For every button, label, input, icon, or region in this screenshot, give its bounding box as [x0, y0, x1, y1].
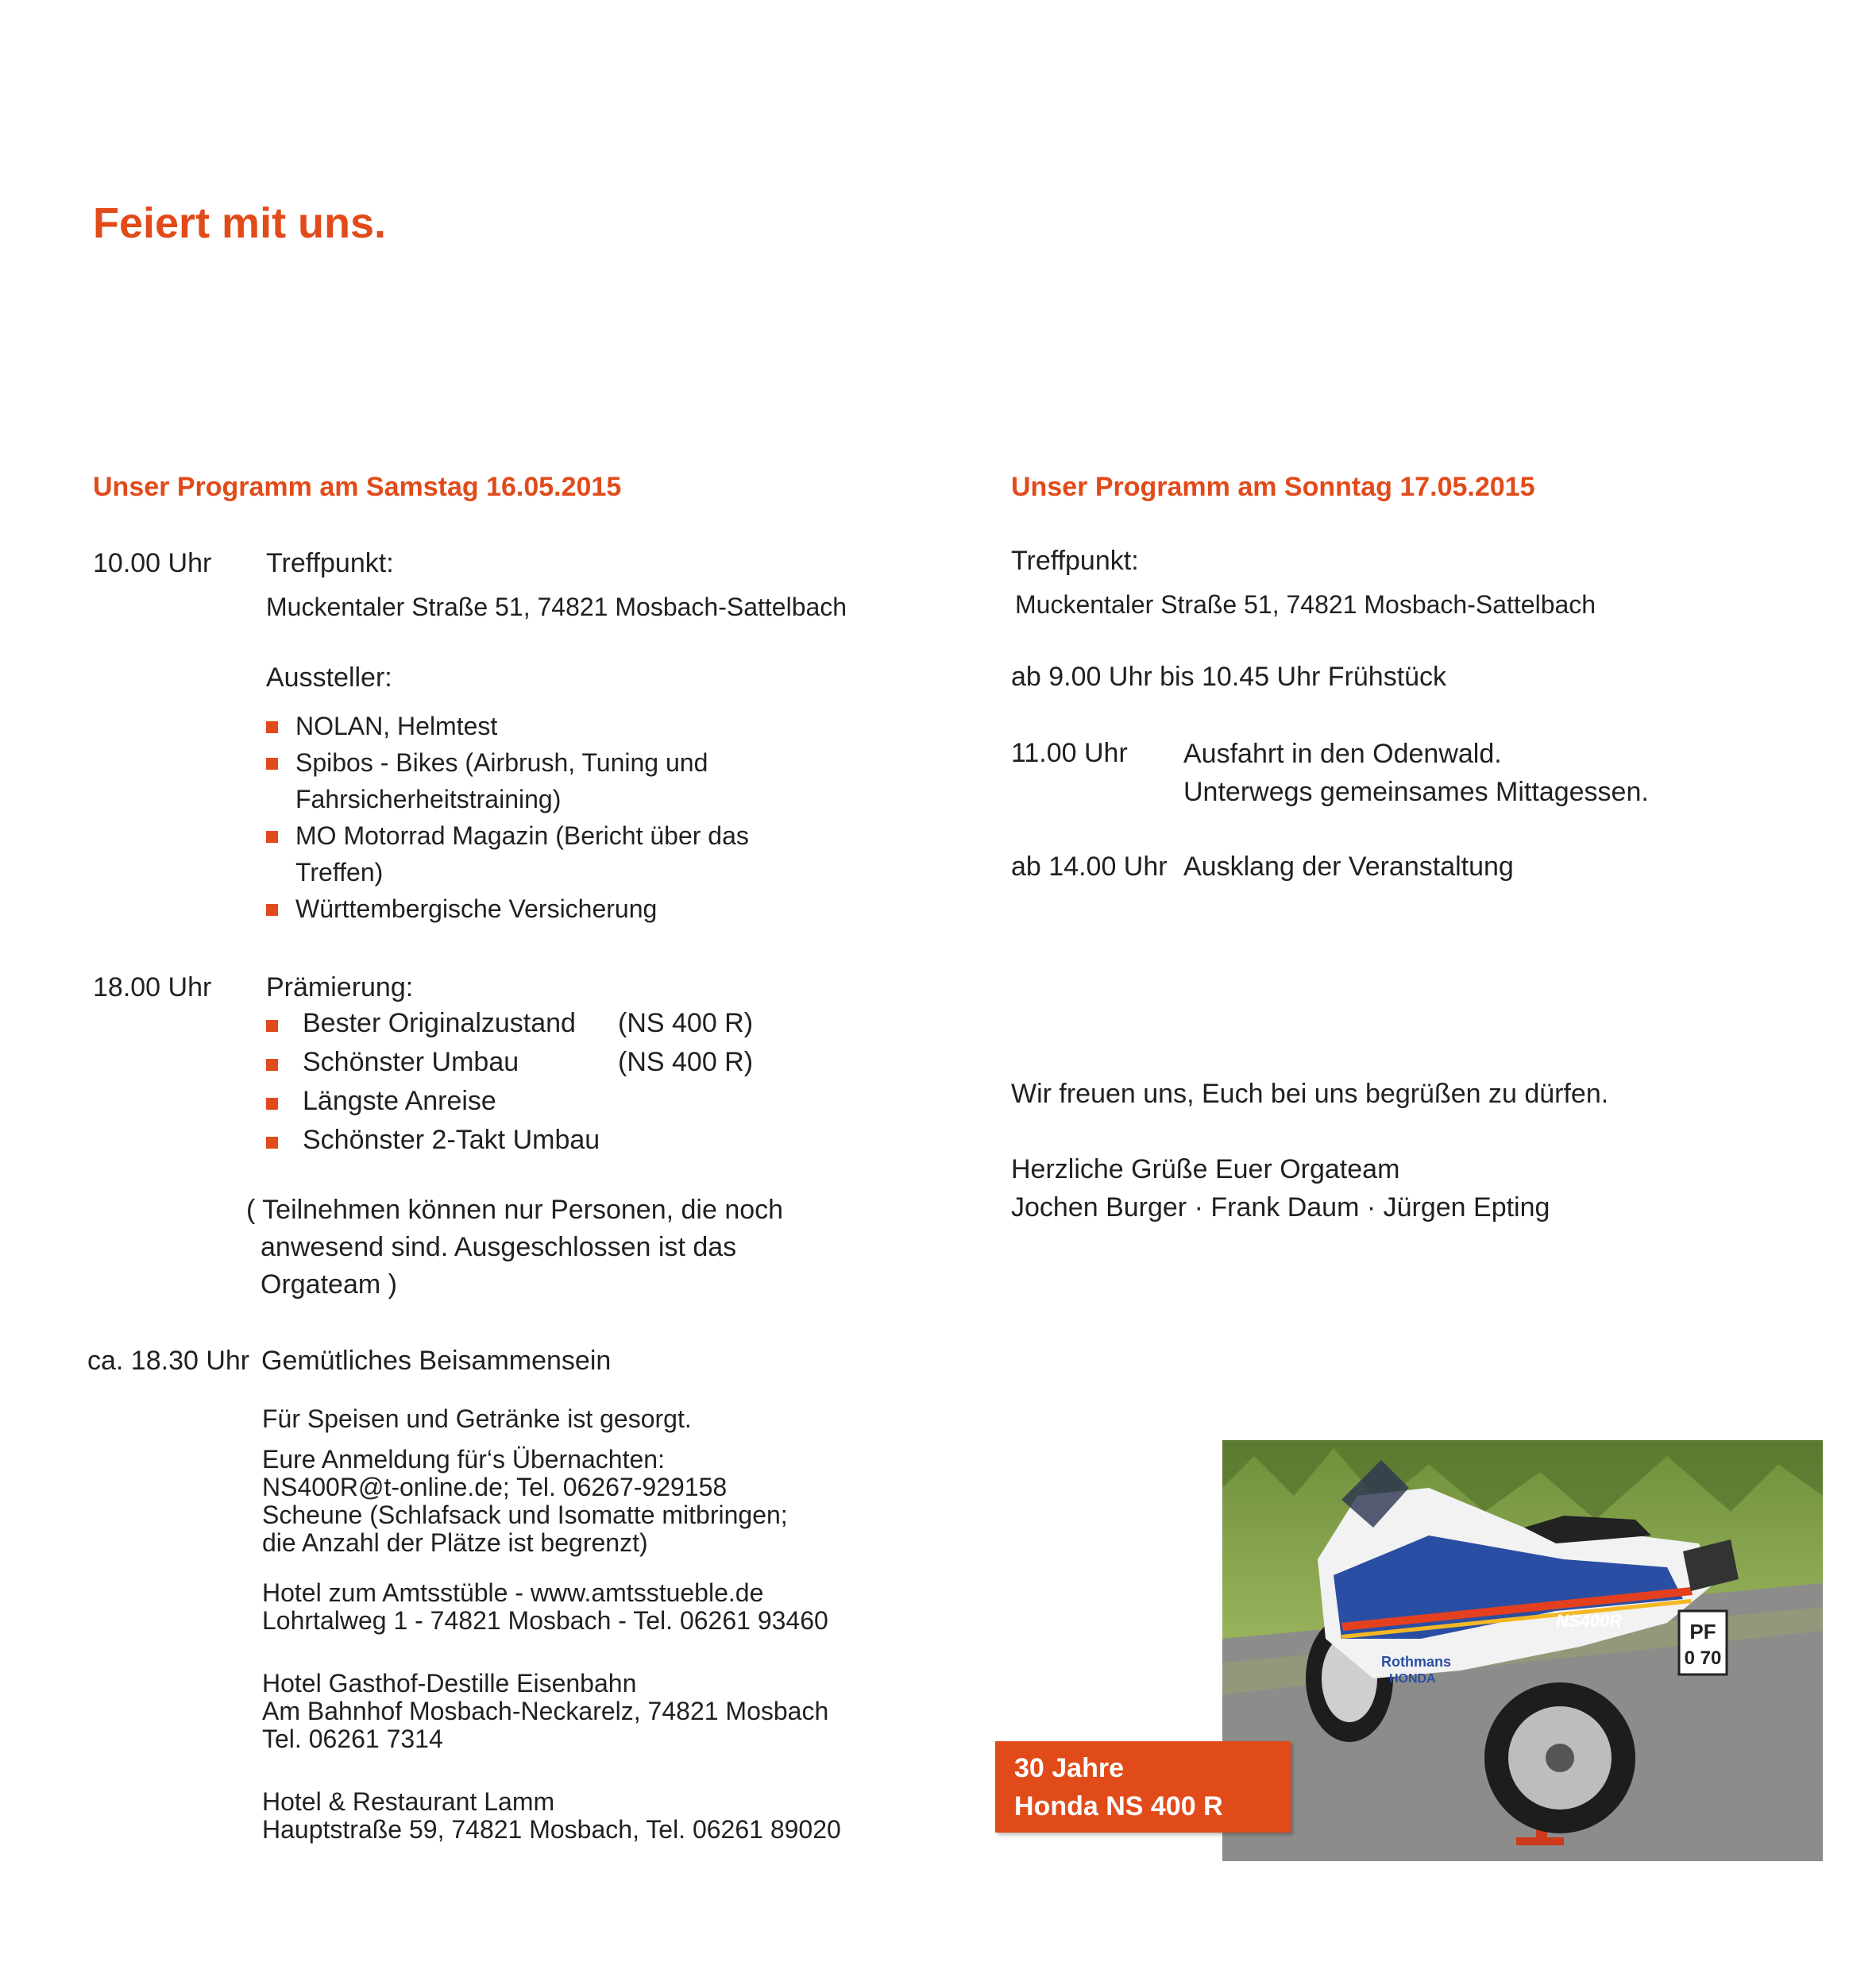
saturday-time-1: 10.00 Uhr: [93, 548, 212, 578]
exhibitors-list: [266, 708, 749, 927]
hotel-block: Hotel zum Amtsstüble - www.amtsstueble.de Lohrtalweg 1 - 74821 Mosbach - Tel. 06261 93460: [262, 1578, 828, 1635]
saturday-title: Unser Programm am Samstag 16.05.2015: [93, 472, 622, 502]
bullet-square-icon: [266, 1059, 278, 1071]
signature: Herzliche Grüße Euer Orgateam Jochen Burger · Frank Daum · Jürgen Epting: [1011, 1154, 1550, 1223]
breakfast-text: ab 9.00 Uhr bis 10.45 Uhr Frühstück: [1011, 662, 1447, 692]
hotel-block: Hotel & Restaurant Lamm Hauptstraße 59, 74821 Mosbach, Tel. 06261 89020: [262, 1787, 841, 1844]
sunday-time-1: 11.00 Uhr: [1011, 738, 1128, 768]
hotel-block: Hotel Gasthof-Destille Eisenbahn Am Bahnhof Mosbach-Neckarelz, 74821 Mosbach Tel. 06261 7314: [262, 1669, 829, 1753]
list-item: Württembergische Versicherung: [266, 890, 749, 927]
motorcycle-image: [1222, 1440, 1823, 1861]
motorcycle-photo: [1222, 1440, 1823, 1861]
bullet-square-icon: [266, 721, 278, 733]
page-headline: Feiert mit uns.: [93, 199, 387, 247]
svg-text:PF: PF: [1689, 1620, 1716, 1644]
catering-note: Für Speisen und Getränke ist gesorgt.: [262, 1404, 692, 1433]
ride-description: Ausfahrt in den Odenwald. Unterwegs gemeinsames Mittagessen.: [1183, 739, 1649, 807]
svg-text:HONDA: HONDA: [1389, 1672, 1436, 1686]
bullet-square-icon: [266, 758, 278, 770]
svg-text:0 70: 0 70: [1684, 1647, 1722, 1669]
exhibitors-label: Aussteller:: [266, 662, 392, 693]
saturday-time-3: ca. 18.30 Uhr: [87, 1346, 250, 1376]
svg-text:NS400R: NS400R: [1556, 1611, 1623, 1631]
caption-line: 30 Jahre: [1014, 1753, 1124, 1783]
sunday-title: Unser Programm am Sonntag 17.05.2015: [1011, 472, 1535, 502]
sunday-meeting-label: Treffpunkt:: [1011, 546, 1139, 576]
welcome-text: Wir freuen uns, Euch bei uns begrüßen zu dürfen.: [1011, 1079, 1609, 1109]
list-item: Schönster Umbau (NS 400 R): [266, 1044, 759, 1083]
list-item: NOLAN, Helmtest: [266, 708, 749, 744]
sunday-time-2: ab 14.00 Uhr: [1011, 852, 1168, 882]
participation-note: ( Teilnehmen können nur Personen, die noch anwesend sind. Ausgeschlossen ist das Orgateam ): [246, 1195, 784, 1300]
awards-list: [266, 1005, 759, 1161]
bullet-square-icon: [266, 1020, 278, 1032]
meeting-point-label: Treffpunkt:: [266, 548, 394, 578]
closing-event: Ausklang der Veranstaltung: [1183, 852, 1514, 882]
list-item: Spibos - Bikes (Airbrush, Tuning und Fahrsicherheitstraining): [266, 744, 749, 817]
photo-caption: [995, 1741, 1291, 1833]
saturday-time-2: 18.00 Uhr: [93, 972, 212, 1002]
list-item: Bester Originalzustand (NS 400 R): [266, 1005, 759, 1044]
overnight-block: Eure Anmeldung für‘s Übernachten: NS400R@t-online.de; Tel. 06267-929158 Scheune (Schlafsack und Isomatte mitbringen; die Anzahl der Plätze ist begrenzt): [262, 1445, 788, 1557]
svg-text:Rothmans: Rothmans: [1381, 1654, 1452, 1670]
overnight-info: [262, 1446, 841, 1866]
bullet-square-icon: [266, 1137, 278, 1149]
sunday-address: Muckentaler Straße 51, 74821 Mosbach-Sattelbach: [1015, 590, 1596, 619]
bullet-square-icon: [266, 831, 278, 843]
meeting-address: Muckentaler Straße 51, 74821 Mosbach-Sattelbach: [266, 593, 847, 621]
caption-line: Honda NS 400 R: [1014, 1791, 1223, 1821]
list-item: MO Motorrad Magazin (Bericht über das Treffen): [266, 817, 749, 890]
bullet-square-icon: [266, 904, 278, 916]
list-item: Längste Anreise: [266, 1083, 759, 1122]
awards-label: Prämierung:: [266, 972, 414, 1002]
evening-label: Gemütliches Beisammensein: [261, 1346, 612, 1376]
list-item: Schönster 2-Takt Umbau: [266, 1122, 759, 1161]
bullet-square-icon: [266, 1098, 278, 1110]
